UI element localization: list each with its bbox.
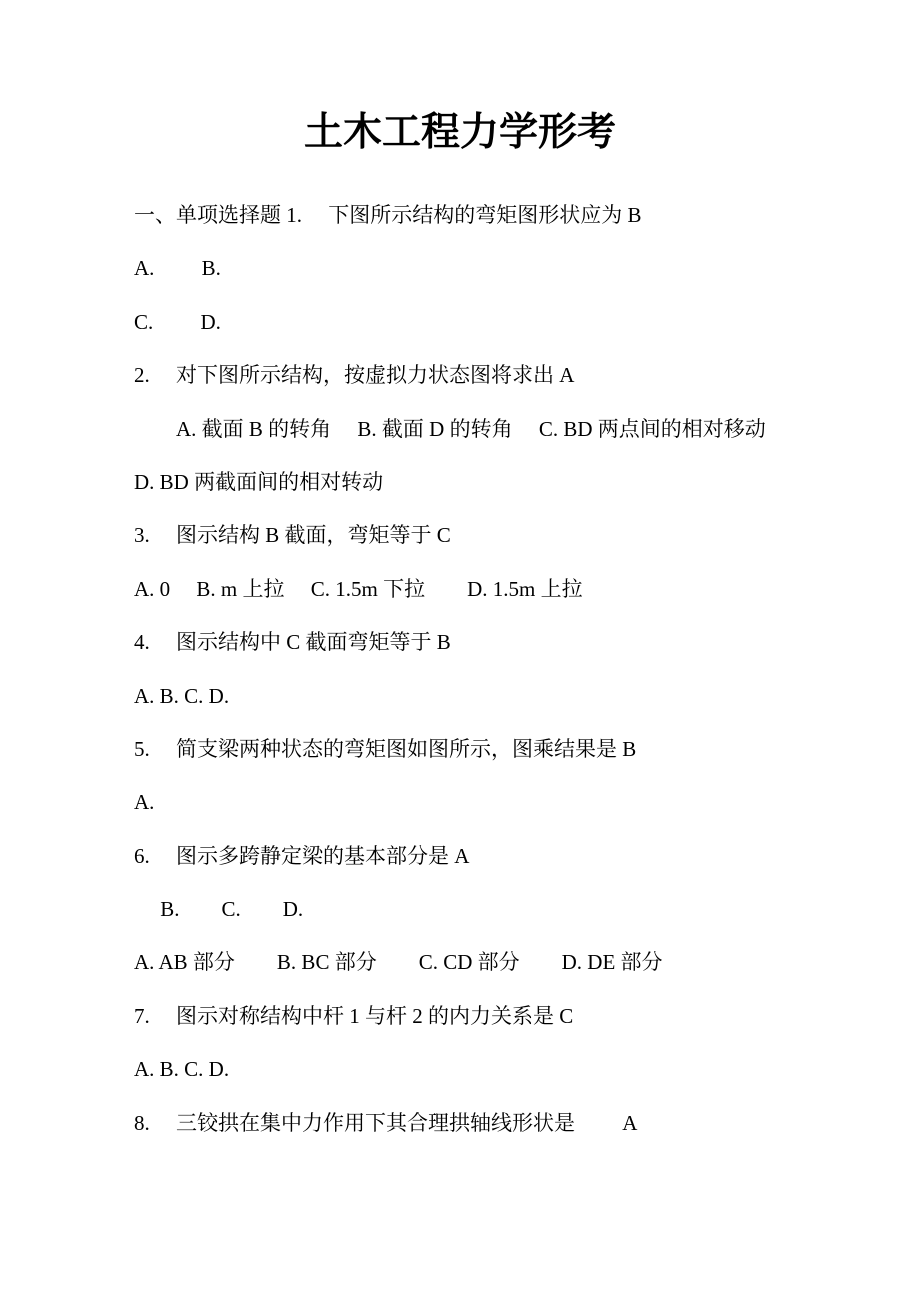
line-q1: 一、单项选择题 1. 下图所示结构的弯矩图形状应为 B bbox=[134, 203, 642, 227]
document-title: 土木工程力学形考 bbox=[303, 111, 616, 154]
line-q7-options: A. B. C. D. bbox=[134, 1057, 230, 1082]
line-q7: 7. 图示对称结构中杆 1 与杆 2 的内力关系是 C bbox=[134, 1003, 574, 1028]
line-q2-options-abc: A. 截面 B 的转角 B. 截面 D 的转角 C. BD 两点间的相对移动 bbox=[134, 416, 766, 441]
line-q3-options: A. 0 B. m 上拉 C. 1.5m 下拉 D. 1.5m 上拉 bbox=[134, 576, 583, 601]
document-body bbox=[134, 189, 810, 1150]
line-q1-options-cd: C. D. bbox=[134, 309, 221, 334]
line-q4: 4. 图示结构中 C 截面弯矩等于 B bbox=[134, 630, 451, 655]
line-q3: 3. 图示结构 B 截面，弯矩等于 C bbox=[134, 523, 451, 548]
line-q1-options-ab: A. B. bbox=[134, 256, 221, 281]
line-q8: 8. 三铰拱在集中力作用下其合理拱轴线形状是 A bbox=[134, 1110, 638, 1135]
line-q6-options-bcd: B. C. D. bbox=[134, 897, 304, 922]
line-q6-options: A. AB 部分 B. BC 部分 C. CD 部分 D. DE 部分 bbox=[134, 950, 663, 975]
line-q2: 2. 对下图所示结构，按虚拟力状态图将求出 A bbox=[134, 363, 575, 388]
line-q2-option-d: D. BD 两截面间的相对转动 bbox=[134, 469, 384, 494]
line-q6: 6. 图示多跨静定梁的基本部分是 A bbox=[134, 843, 470, 868]
line-q5-option-a: A. bbox=[134, 790, 155, 815]
line-q4-options: A. B. C. D. bbox=[134, 683, 230, 708]
line-q5: 5. 简支梁两种状态的弯矩图如图所示，图乘结果是 B bbox=[134, 736, 637, 761]
